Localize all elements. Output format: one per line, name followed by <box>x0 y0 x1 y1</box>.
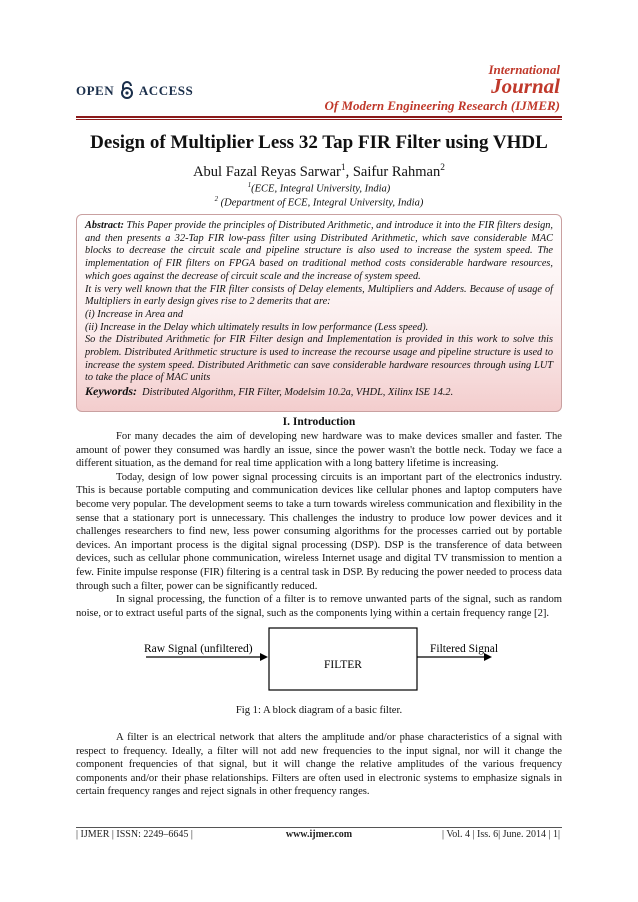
journal-name: Journal <box>491 74 560 98</box>
abstract-label: Abstract: <box>85 220 124 231</box>
filter-label: FILTER <box>324 659 362 671</box>
intro-paragraph-2: Today, design of low power signal processing circuits is an important part of the electronics industry. This is because portable computing and communication devices like cellular phones and laptop computers have become very popular. The development seems to take a turn towards wireless communication and flexibility in the sense that a stationary port is unnecessary. This challenges the industry to produce low power devices and it challenges researchers to find new, less power consuming algorithms for the processes carried out by portable devices. An important process is the digital signal processing (DSP). DSP is the transference of data between devices, such as cellular phone communication, wireless Internet usage and digital TV transmission to mention a few. Finite impulse response (FIR) filtering is a central task in DSP. By reducing the power needed to process data through such a filter, power can be significantly reduced. <box>76 471 562 592</box>
footer-volume: | Vol. 4 | Iss. 6| June. 2014 | 1| <box>442 829 560 840</box>
aff-2-text: (Department of ECE, Integral University, India) <box>218 197 424 209</box>
abstract-p1: This Paper provide the principles of Distributed Arithmetic, and introduce it into the FIR filters design, and then presents a 32-Tap FIR low-pass filter using Distributed Arithmetic, which save considerable MAC blocks to decrease the circuit scale and pipeline structure is also used to increase the system speed. The implementation of FIR filters on FPGA based on traditional method costs considerable hardware resources, which goes against the decrease of circuit scale and the increase of system speed. <box>85 220 553 282</box>
keywords-label: Keywords: <box>85 384 137 399</box>
input-label: Raw Signal (unfiltered) <box>144 643 253 655</box>
input-arrowhead <box>260 653 268 661</box>
header-rule-thin <box>76 119 562 120</box>
intro-text-top <box>76 430 562 620</box>
filter-block-diagram <box>76 620 562 700</box>
section-heading: I. Introduction <box>282 416 356 428</box>
abstract-p5: So the Distributed Arithmetic for FIR Filter design and Implementation is provided in this work to solve this problem. Distributed Arithmetic structure is used to increase the recourse usage and pipeline structure is used to increase the system speed. Distributed Arithmetic can save considerable hardware resources through using LUT to take the place of MAC units <box>85 334 553 384</box>
output-label: Filtered Signal <box>430 643 499 655</box>
footer-url[interactable]: www.ijmer.com <box>285 829 353 840</box>
open-access-logo <box>76 81 193 99</box>
journal-international: International <box>488 62 560 77</box>
author-2-sup: 2 <box>440 163 445 173</box>
open-lock-icon <box>120 81 134 99</box>
abstract-p2: It is very well known that the FIR filter consists of Delay elements, Multipliers and Adders. Because of usage of Multipliers in early design gives rise to 2 demerits that are: <box>85 283 553 308</box>
open-access-word-access: ACCESS <box>138 83 194 98</box>
affiliation-1 <box>0 182 638 195</box>
abstract-p3: (i) Increase in Area and <box>85 308 183 320</box>
intro-paragraph-3: In signal processing, the function of a filter is to remove unwanted parts of the signal, such as random noise, or to extract useful parts of the signal, such as the components lying within a certain frequency range [2]. <box>76 594 562 619</box>
abstract-p4: (ii) Increase in the Delay which ultimately results in low performance (Less speed). <box>85 321 429 333</box>
keywords: Distributed Algorithm, FIR Filter, Modelsim 10.2a, VHDL, Xilinx ISE 14.2. <box>142 387 454 399</box>
author-1-sup: 1 <box>340 163 346 173</box>
footer-issn: | IJMER | ISSN: 2249–6645 | <box>76 829 193 840</box>
author-2: , Saifur Rahman <box>345 163 441 180</box>
footer-rule <box>76 827 562 828</box>
intro-paragraph-4: A filter is an electrical network that alters the amplitude and/or phase characteristics of a signal with respect to frequency. Ideally, a filter will not add new frequencies to the input signal, nor will it change the component frequencies of that signal, but it will change the relative amplitudes of the various frequency components and/or their phase relationships. Filters are often used in electronic systems to emphasize signals in certain frequency ranges and reject signals in other frequency ranges. <box>76 732 562 798</box>
figure-caption: Fig 1: A block diagram of a basic filter. <box>235 705 403 716</box>
affiliation-2 <box>0 196 638 209</box>
journal-full-name: Of Modern Engineering Research (IJMER) <box>324 98 560 113</box>
aff-1-sup: 1 <box>247 182 252 189</box>
aff-2-sup: 2 <box>214 196 219 203</box>
open-access-word-open: OPEN <box>76 83 115 98</box>
author-1: Abul Fazal Reyas Sarwar <box>193 163 341 180</box>
authors <box>0 163 638 181</box>
intro-paragraph-1: For many decades the aim of developing new hardware was to make devices smaller and faster. The amount of power they consumed was hardly an issue, since the power wasn't the bottle neck. Today we face a different situation, as the demand for real time application with a long battery lifetime is increasing. <box>76 431 562 470</box>
intro-text-bottom <box>76 731 562 799</box>
abstract-box <box>76 214 562 412</box>
aff-1-text: (ECE, Integral University, India) <box>251 183 391 195</box>
paper-title: Design of Multiplier Less 32 Tap FIR Filter using VHDL <box>90 132 548 153</box>
header-rule <box>76 116 562 118</box>
